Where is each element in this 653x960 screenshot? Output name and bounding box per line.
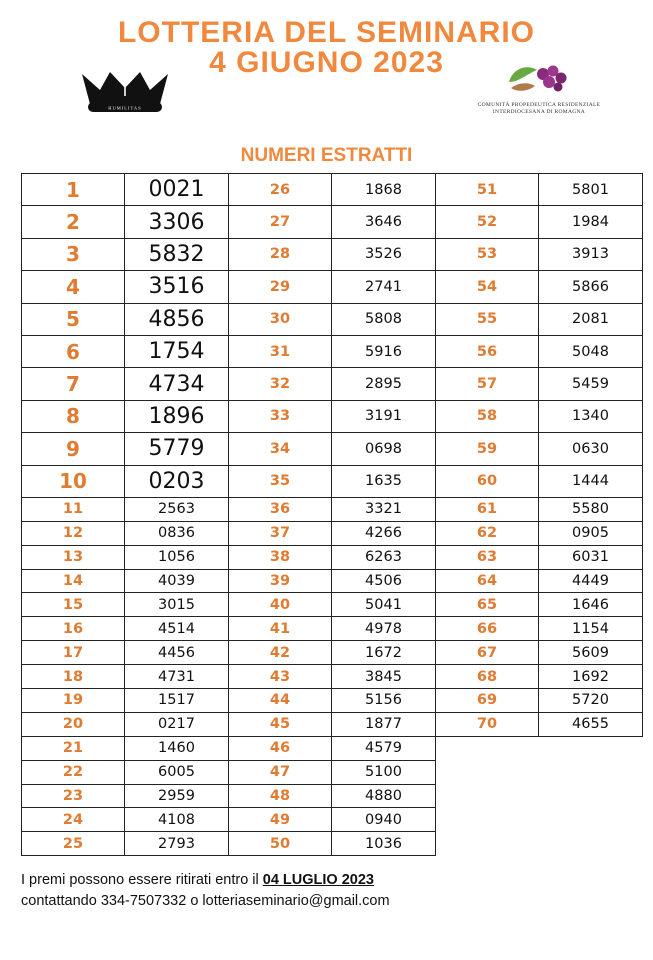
draw-position: 33 (229, 400, 332, 432)
draw-row (22, 617, 229, 641)
draw-position: 23 (22, 784, 125, 808)
draw-row (229, 238, 436, 270)
draw-row (229, 206, 436, 238)
draw-position: 16 (22, 617, 125, 641)
draw-ticket-number: 0940 (332, 808, 436, 832)
draw-ticket-number: 2741 (332, 271, 436, 303)
draw-position: 1 (22, 174, 125, 206)
draw-row (229, 303, 436, 335)
draw-row (22, 808, 229, 832)
draw-ticket-number: 5459 (539, 368, 643, 400)
draw-ticket-number: 4039 (125, 569, 229, 593)
draw-position: 60 (436, 465, 539, 497)
draw-position: 8 (22, 400, 125, 432)
draw-ticket-number: 0630 (539, 433, 643, 465)
draw-row (22, 689, 229, 713)
draw-position: 3 (22, 238, 125, 270)
draw-ticket-number: 2793 (125, 832, 229, 856)
lottery-title: LOTTERIA DEL SEMINARIO (117, 16, 535, 49)
draw-ticket-number: 1036 (332, 832, 436, 856)
draw-ticket-number: 0203 (125, 465, 229, 497)
draw-ticket-number: 2959 (125, 784, 229, 808)
draw-row (22, 665, 229, 689)
draw-ticket-number: 5801 (539, 174, 643, 206)
draw-ticket-number: 4456 (125, 641, 229, 665)
draw-position: 61 (436, 497, 539, 521)
draw-ticket-number: 4978 (332, 617, 436, 641)
draw-position: 13 (22, 545, 125, 569)
prize-notice: I premi possono essere ritirati entro il 04 LUGLIO 2023 (21, 872, 374, 888)
draw-position: 2 (22, 206, 125, 238)
draw-ticket-number: 3015 (125, 593, 229, 617)
grapes-logo (505, 60, 575, 100)
draws-table-col1 (21, 173, 229, 856)
draw-position: 46 (229, 736, 332, 760)
draw-position: 43 (229, 665, 332, 689)
draw-position: 42 (229, 641, 332, 665)
draw-position: 5 (22, 303, 125, 335)
draw-position: 18 (22, 665, 125, 689)
crown-logo (80, 66, 170, 116)
draw-ticket-number: 1646 (539, 593, 643, 617)
draw-row (229, 689, 436, 713)
draw-row (229, 465, 436, 497)
draw-row (229, 593, 436, 617)
draw-ticket-number: 4514 (125, 617, 229, 641)
draw-position: 4 (22, 271, 125, 303)
draw-row (436, 497, 643, 521)
draw-row (229, 368, 436, 400)
draw-position: 25 (22, 832, 125, 856)
draw-position: 57 (436, 368, 539, 400)
draws-table-col3 (435, 173, 643, 737)
draw-ticket-number: 0217 (125, 712, 229, 736)
draw-row (22, 712, 229, 736)
draw-position: 11 (22, 497, 125, 521)
draw-ticket-number: 0021 (125, 174, 229, 206)
draw-row (436, 521, 643, 545)
draw-row (229, 665, 436, 689)
draw-row (436, 433, 643, 465)
draw-position: 28 (229, 238, 332, 270)
draw-row (436, 712, 643, 736)
draw-position: 29 (229, 271, 332, 303)
draw-ticket-number: 3321 (332, 497, 436, 521)
draw-row (22, 784, 229, 808)
draw-ticket-number: 4266 (332, 521, 436, 545)
draw-row (229, 760, 436, 784)
draw-row (229, 335, 436, 367)
draw-position: 66 (436, 617, 539, 641)
draw-ticket-number: 3526 (332, 238, 436, 270)
draw-position: 22 (22, 760, 125, 784)
draw-ticket-number: 0698 (332, 433, 436, 465)
draw-ticket-number: 1868 (332, 174, 436, 206)
draw-position: 70 (436, 712, 539, 736)
draw-row (229, 569, 436, 593)
draw-row (436, 271, 643, 303)
draw-row (22, 736, 229, 760)
draw-position: 30 (229, 303, 332, 335)
draw-row (436, 689, 643, 713)
draw-ticket-number: 0836 (125, 521, 229, 545)
draw-row (436, 174, 643, 206)
draw-position: 38 (229, 545, 332, 569)
draw-row (22, 569, 229, 593)
draw-row (436, 569, 643, 593)
draw-ticket-number: 1340 (539, 400, 643, 432)
draw-ticket-number: 5609 (539, 641, 643, 665)
draw-row (22, 641, 229, 665)
draw-ticket-number: 4506 (332, 569, 436, 593)
draw-ticket-number: 5156 (332, 689, 436, 713)
draw-row (436, 617, 643, 641)
draw-position: 63 (436, 545, 539, 569)
draw-row (436, 238, 643, 270)
draw-position: 49 (229, 808, 332, 832)
draw-position: 7 (22, 368, 125, 400)
draw-ticket-number: 1444 (539, 465, 643, 497)
draw-ticket-number: 4655 (539, 712, 643, 736)
draw-position: 15 (22, 593, 125, 617)
draw-ticket-number: 1754 (125, 335, 229, 367)
contact-info: contattando 334-7507332 o lotteriaseminario@gmail.com (21, 893, 390, 909)
draw-ticket-number: 4449 (539, 569, 643, 593)
draw-row (229, 545, 436, 569)
draw-ticket-number: 1154 (539, 617, 643, 641)
draw-ticket-number: 5720 (539, 689, 643, 713)
draw-position: 59 (436, 433, 539, 465)
draw-row (22, 497, 229, 521)
draw-row (436, 206, 643, 238)
draw-row (22, 238, 229, 270)
draw-position: 20 (22, 712, 125, 736)
draw-ticket-number: 6263 (332, 545, 436, 569)
draw-position: 48 (229, 784, 332, 808)
draw-ticket-number: 6031 (539, 545, 643, 569)
draw-row (229, 617, 436, 641)
draw-row (22, 521, 229, 545)
draw-row (22, 206, 229, 238)
draw-position: 54 (436, 271, 539, 303)
draw-ticket-number: 3845 (332, 665, 436, 689)
draw-ticket-number: 3913 (539, 238, 643, 270)
draw-ticket-number: 6005 (125, 760, 229, 784)
draw-position: 31 (229, 335, 332, 367)
lottery-date: 4 GIUGNO 2023 (209, 46, 444, 79)
draw-row (229, 521, 436, 545)
draw-row (436, 400, 643, 432)
draw-row (229, 784, 436, 808)
draw-position: 12 (22, 521, 125, 545)
draw-row (229, 433, 436, 465)
draw-position: 67 (436, 641, 539, 665)
draw-ticket-number: 5916 (332, 335, 436, 367)
draw-row (229, 497, 436, 521)
draw-row (229, 271, 436, 303)
draw-row (22, 465, 229, 497)
draw-position: 26 (229, 174, 332, 206)
draw-ticket-number: 1672 (332, 641, 436, 665)
draw-ticket-number: 1517 (125, 689, 229, 713)
draw-ticket-number: 4856 (125, 303, 229, 335)
draw-ticket-number: 5580 (539, 497, 643, 521)
draw-row (436, 465, 643, 497)
draw-row (22, 335, 229, 367)
draw-position: 47 (229, 760, 332, 784)
draw-row (229, 832, 436, 856)
draw-row (229, 174, 436, 206)
draw-row (22, 303, 229, 335)
draw-ticket-number: 5832 (125, 238, 229, 270)
draw-row (436, 368, 643, 400)
draw-row (229, 641, 436, 665)
draw-position: 24 (22, 808, 125, 832)
draw-position: 53 (436, 238, 539, 270)
draw-row (229, 400, 436, 432)
draw-row (22, 760, 229, 784)
draw-ticket-number: 1460 (125, 736, 229, 760)
draw-row (436, 303, 643, 335)
draw-row (436, 545, 643, 569)
draw-ticket-number: 3306 (125, 206, 229, 238)
draw-ticket-number: 4731 (125, 665, 229, 689)
draw-row (22, 832, 229, 856)
crown-caption: HUMILITAS (108, 105, 142, 111)
draw-ticket-number: 4880 (332, 784, 436, 808)
draw-ticket-number: 3516 (125, 271, 229, 303)
draw-position: 41 (229, 617, 332, 641)
draw-row (229, 808, 436, 832)
draw-ticket-number: 1984 (539, 206, 643, 238)
draw-ticket-number: 2563 (125, 497, 229, 521)
draw-ticket-number: 3191 (332, 400, 436, 432)
draw-row (22, 174, 229, 206)
draw-row (436, 665, 643, 689)
draw-ticket-number: 1877 (332, 712, 436, 736)
draw-position: 39 (229, 569, 332, 593)
draw-row (22, 433, 229, 465)
deadline-date: 04 LUGLIO 2023 (262, 872, 374, 888)
draw-position: 51 (436, 174, 539, 206)
draw-row (22, 545, 229, 569)
draw-ticket-number: 1056 (125, 545, 229, 569)
draw-ticket-number: 4579 (332, 736, 436, 760)
draw-position: 65 (436, 593, 539, 617)
draw-position: 37 (229, 521, 332, 545)
community-name: COMUNITÀ PROPEDEUTICA RESIDENZIALE INTERDIOCESANA DI ROMAGNA (477, 102, 601, 115)
draw-ticket-number: 5041 (332, 593, 436, 617)
draw-ticket-number: 3646 (332, 206, 436, 238)
draw-ticket-number: 5866 (539, 271, 643, 303)
draw-position: 52 (436, 206, 539, 238)
section-title: NUMERI ESTRATTI (240, 145, 413, 166)
draw-position: 10 (22, 465, 125, 497)
draw-ticket-number: 5048 (539, 335, 643, 367)
draw-row (436, 335, 643, 367)
draw-position: 50 (229, 832, 332, 856)
draw-position: 32 (229, 368, 332, 400)
draw-row (436, 593, 643, 617)
draw-position: 69 (436, 689, 539, 713)
draw-position: 9 (22, 433, 125, 465)
draw-row (22, 400, 229, 432)
draw-ticket-number: 5100 (332, 760, 436, 784)
draw-ticket-number: 5779 (125, 433, 229, 465)
draw-position: 64 (436, 569, 539, 593)
draw-position: 40 (229, 593, 332, 617)
draw-position: 6 (22, 335, 125, 367)
draw-row (22, 593, 229, 617)
draw-ticket-number: 2081 (539, 303, 643, 335)
draw-position: 17 (22, 641, 125, 665)
draw-position: 34 (229, 433, 332, 465)
draw-position: 19 (22, 689, 125, 713)
draw-position: 21 (22, 736, 125, 760)
draw-ticket-number: 5808 (332, 303, 436, 335)
draw-position: 56 (436, 335, 539, 367)
draw-row (22, 271, 229, 303)
draw-position: 45 (229, 712, 332, 736)
draw-row (22, 368, 229, 400)
draw-ticket-number: 1896 (125, 400, 229, 432)
draw-ticket-number: 2895 (332, 368, 436, 400)
draw-row (229, 712, 436, 736)
draw-position: 62 (436, 521, 539, 545)
draw-row (229, 736, 436, 760)
draw-position: 14 (22, 569, 125, 593)
draw-ticket-number: 4108 (125, 808, 229, 832)
draw-position: 68 (436, 665, 539, 689)
draw-ticket-number: 1692 (539, 665, 643, 689)
draw-position: 58 (436, 400, 539, 432)
draw-position: 35 (229, 465, 332, 497)
draw-ticket-number: 4734 (125, 368, 229, 400)
draw-position: 27 (229, 206, 332, 238)
draws-table-col2 (228, 173, 436, 856)
draw-position: 55 (436, 303, 539, 335)
draw-ticket-number: 1635 (332, 465, 436, 497)
draw-ticket-number: 0905 (539, 521, 643, 545)
draw-row (436, 641, 643, 665)
draw-position: 36 (229, 497, 332, 521)
draw-position: 44 (229, 689, 332, 713)
